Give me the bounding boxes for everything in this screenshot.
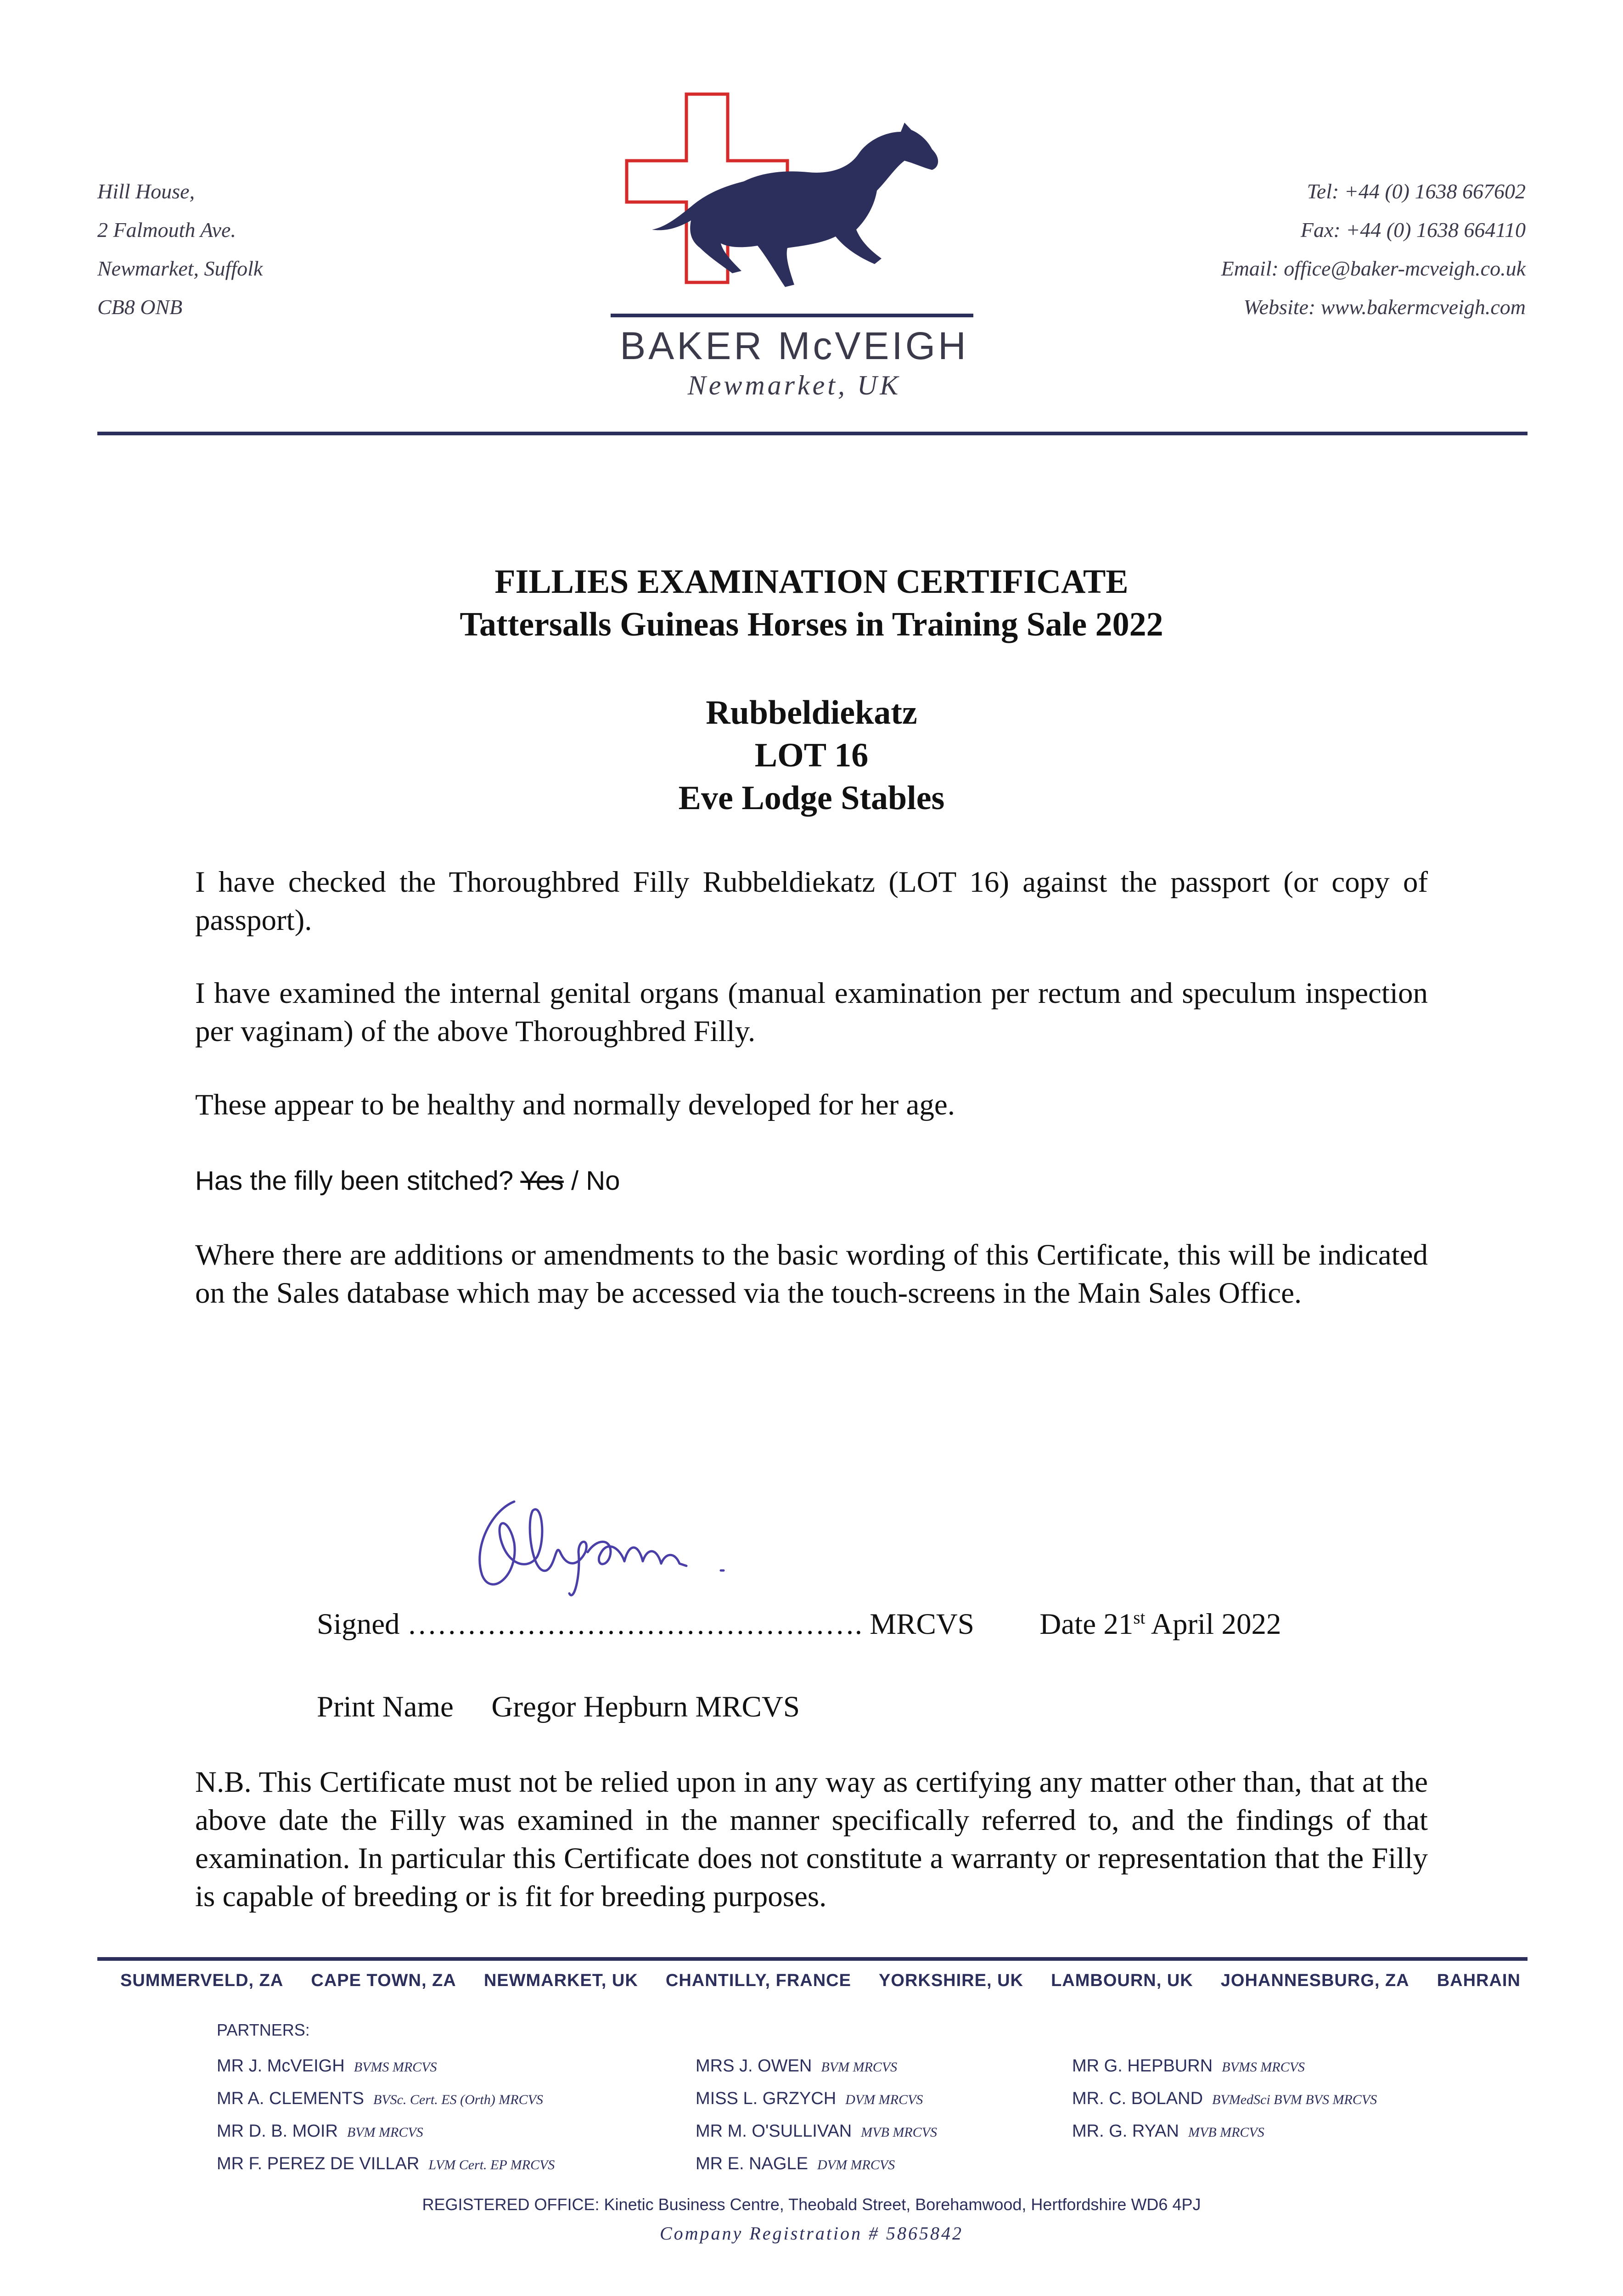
lot-number: LOT 16 — [754, 737, 869, 774]
certificate-title: FILLIES EXAMINATION CERTIFICATE — [494, 563, 1129, 601]
stitched-question: Has the filly been stitched? — [195, 1166, 514, 1196]
registered-office: REGISTERED OFFICE: Kinetic Business Centre, Theobald Street, Borehamwood, Hertfordshire WD6 4PJ — [422, 2195, 1201, 2214]
location-johannesburg: JOHANNESBURG, ZA — [1220, 1971, 1410, 1990]
paragraph-passport-check: I have checked the Thoroughbred Filly Rubbeldiekatz (LOT 16) against the passport (or copy of passport). — [195, 866, 1428, 937]
partners-column-2 — [696, 2050, 937, 2181]
brand-subtitle: Newmarket, UK — [687, 370, 901, 400]
office-locations — [120, 1971, 1521, 1991]
partner-entry: MR J. McVEIGH BVMS MRCVS — [217, 2056, 437, 2076]
contact-tel: Tel: +44 (0) 1638 667602 — [1307, 180, 1526, 203]
header-divider — [97, 432, 1528, 435]
nb-disclaimer: N.B. This Certificate must not be relied upon in any way as certifying any matter other than, that at the above date the Filly was examined in the manner specifically referred to, and the findings of that examination. In particular this Certificate does not constitute a warranty or representation that the Filly is capable of breeding or is fit for breeding purposes. — [195, 1766, 1428, 1913]
address-line-4: CB8 ONB — [97, 295, 183, 319]
partners-column-1 — [217, 2050, 555, 2181]
contact-block — [1221, 172, 1526, 326]
paragraph-amendments: Where there are additions or amendments to the basic wording of this Certificate, this will be indicated on the Sales database which may be accessed via the touch-screens in the Main Sales Office. — [195, 1238, 1428, 1310]
print-name-label: Print Name — [317, 1690, 454, 1723]
date-label: Date 21 — [1039, 1608, 1134, 1641]
date-suffix: st — [1133, 1608, 1146, 1628]
partner-entry: MR. G. RYAN MVB MRCVS — [1072, 2122, 1264, 2141]
company-registration: Company Registration # 5865842 — [659, 2223, 964, 2244]
stitched-answer-yes: Yes — [520, 1166, 564, 1196]
sale-title: Tattersalls Guineas Horses in Training Sale 2022 — [460, 606, 1163, 643]
partner-entry: MR F. PEREZ DE VILLAR LVM Cert. EP MRCVS — [217, 2154, 555, 2173]
address-line-1: Hill House, — [97, 180, 195, 203]
location-bahrain: BAHRAIN — [1437, 1971, 1521, 1990]
contact-email[interactable]: Email: office@baker-mcveigh.co.uk — [1221, 257, 1526, 280]
stables-name: Eve Lodge Stables — [678, 779, 945, 817]
partner-entry: MR. C. BOLAND BVMedSci BVM BVS MRCVS — [1072, 2089, 1377, 2108]
signed-label: Signed ………………………………………. MRCVS — [317, 1608, 974, 1641]
signed-line — [317, 1607, 1281, 1642]
footer-divider — [97, 1957, 1528, 1961]
print-name-value: Gregor Hepburn MRCVS — [491, 1690, 800, 1723]
address-line-3: Newmarket, Suffolk — [97, 257, 263, 280]
handwritten-signature — [464, 1483, 767, 1607]
location-summerveld: SUMMERVELD, ZA — [120, 1971, 284, 1990]
contact-website[interactable]: Website: www.bakermcveigh.com — [1243, 295, 1526, 319]
partners-heading: PARTNERS: — [217, 2020, 310, 2039]
location-yorkshire: YORKSHIRE, UK — [879, 1971, 1023, 1990]
location-lambourn: LAMBOURN, UK — [1051, 1971, 1193, 1990]
location-cape-town: CAPE TOWN, ZA — [311, 1971, 456, 1990]
stitched-answer-no: No — [586, 1166, 620, 1196]
partner-entry: MR A. CLEMENTS BVSc. Cert. ES (Orth) MRCVS — [217, 2089, 543, 2108]
horse-name: Rubbeldiekatz — [706, 694, 917, 732]
partner-entry: MR E. NAGLE DVM MRCVS — [696, 2154, 895, 2173]
location-newmarket: NEWMARKET, UK — [483, 1971, 638, 1990]
address-block — [97, 172, 263, 326]
partners-column-3 — [1072, 2050, 1377, 2148]
location-chantilly: CHANTILLY, FRANCE — [665, 1971, 851, 1990]
stitched-question-row — [195, 1165, 1428, 1196]
partner-entry: MISS L. GRZYCH DVM MRCVS — [696, 2089, 923, 2108]
baker-mcveigh-logo — [611, 90, 973, 328]
partner-entry: MRS J. OWEN BVM MRCVS — [696, 2056, 898, 2076]
contact-fax: Fax: +44 (0) 1638 664110 — [1300, 218, 1526, 242]
address-line-2: 2 Falmouth Ave. — [97, 218, 236, 242]
print-name-line — [317, 1690, 800, 1724]
paragraph-examination: I have examined the internal genital organs (manual examination per rectum and speculum inspection per vaginam) of the above Thoroughbred Filly. — [195, 977, 1428, 1048]
date-rest: April 2022 — [1145, 1608, 1281, 1641]
brand-name: BAKER McVEIGH — [620, 324, 969, 367]
partner-entry: MR D. B. MOIR BVM MRCVS — [217, 2122, 423, 2141]
partner-entry: MR G. HEPBURN BVMS MRCVS — [1072, 2056, 1305, 2076]
stitched-separator: / — [563, 1166, 586, 1196]
partner-entry: MR M. O'SULLIVAN MVB MRCVS — [696, 2122, 937, 2141]
paragraph-health: These appear to be healthy and normally developed for her age. — [195, 1088, 955, 1121]
